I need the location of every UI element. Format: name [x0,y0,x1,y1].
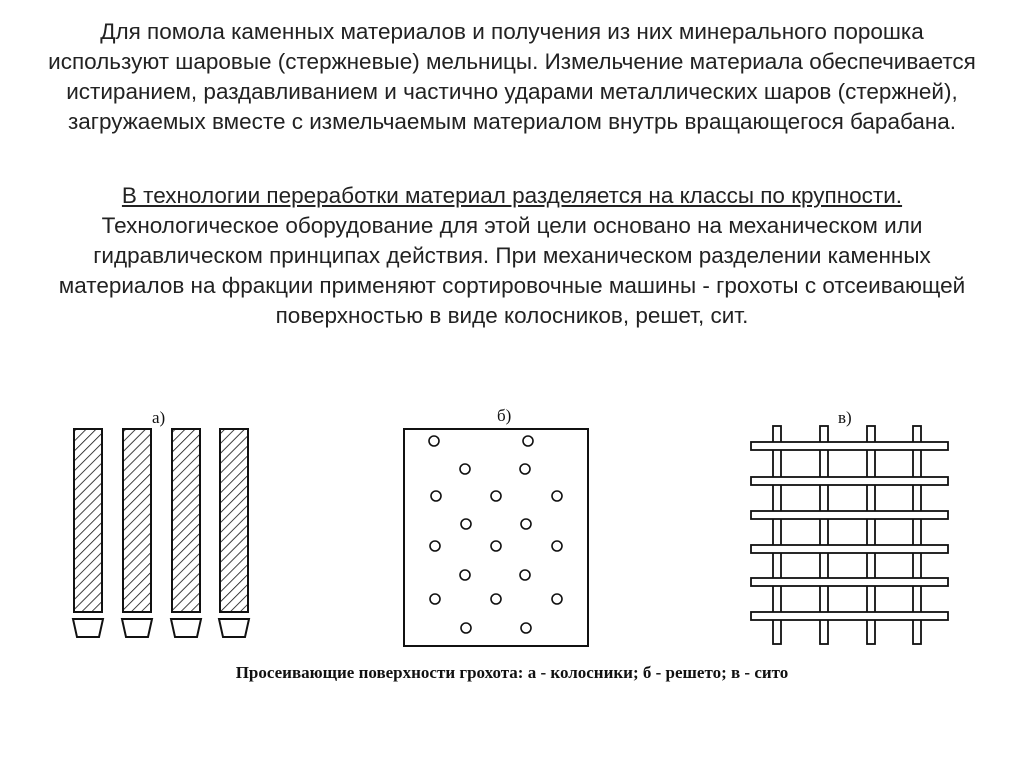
paragraph-rest: Технологическое оборудование для этой цели основано на механическом или гидравлическом принципах действия. При механическом разделении каменных материалов на фракции применяют сортировочные машины - грохоты с отсеивающей поверхностью в виде колосников, решет, сит. [58,213,966,328]
label-b: б) [497,406,512,425]
underlined-sentence: В технологии переработки материал разделяется на классы по крупности. [121,183,903,208]
label-a: а) [152,408,166,427]
grate-bar [73,429,103,637]
sieve-weave-overlaps [775,443,920,619]
woven-sieve-diagram [751,426,948,644]
grate-bar [171,429,201,637]
sheet-holes [429,436,562,633]
grate-bar [219,429,249,637]
perforated-sheet-diagram [404,429,588,646]
label-c: в) [838,408,852,427]
figure-caption: Просеивающие поверхности грохота: а - колосники; б - решето; в - сито [235,663,789,682]
grate-bar [122,429,152,637]
intro-paragraph: Для помола каменных материалов и получения из них минерального порошка используют шаровые (стержневые) мельницы. Измельчение материала обеспечивается истиранием, раздавливанием и частично ударами металлических шаров (стержней), загружаемых вместе с измельчаемым материалом внутрь вращающегося барабана. [48,19,976,134]
grate-bars-diagram [73,429,249,637]
